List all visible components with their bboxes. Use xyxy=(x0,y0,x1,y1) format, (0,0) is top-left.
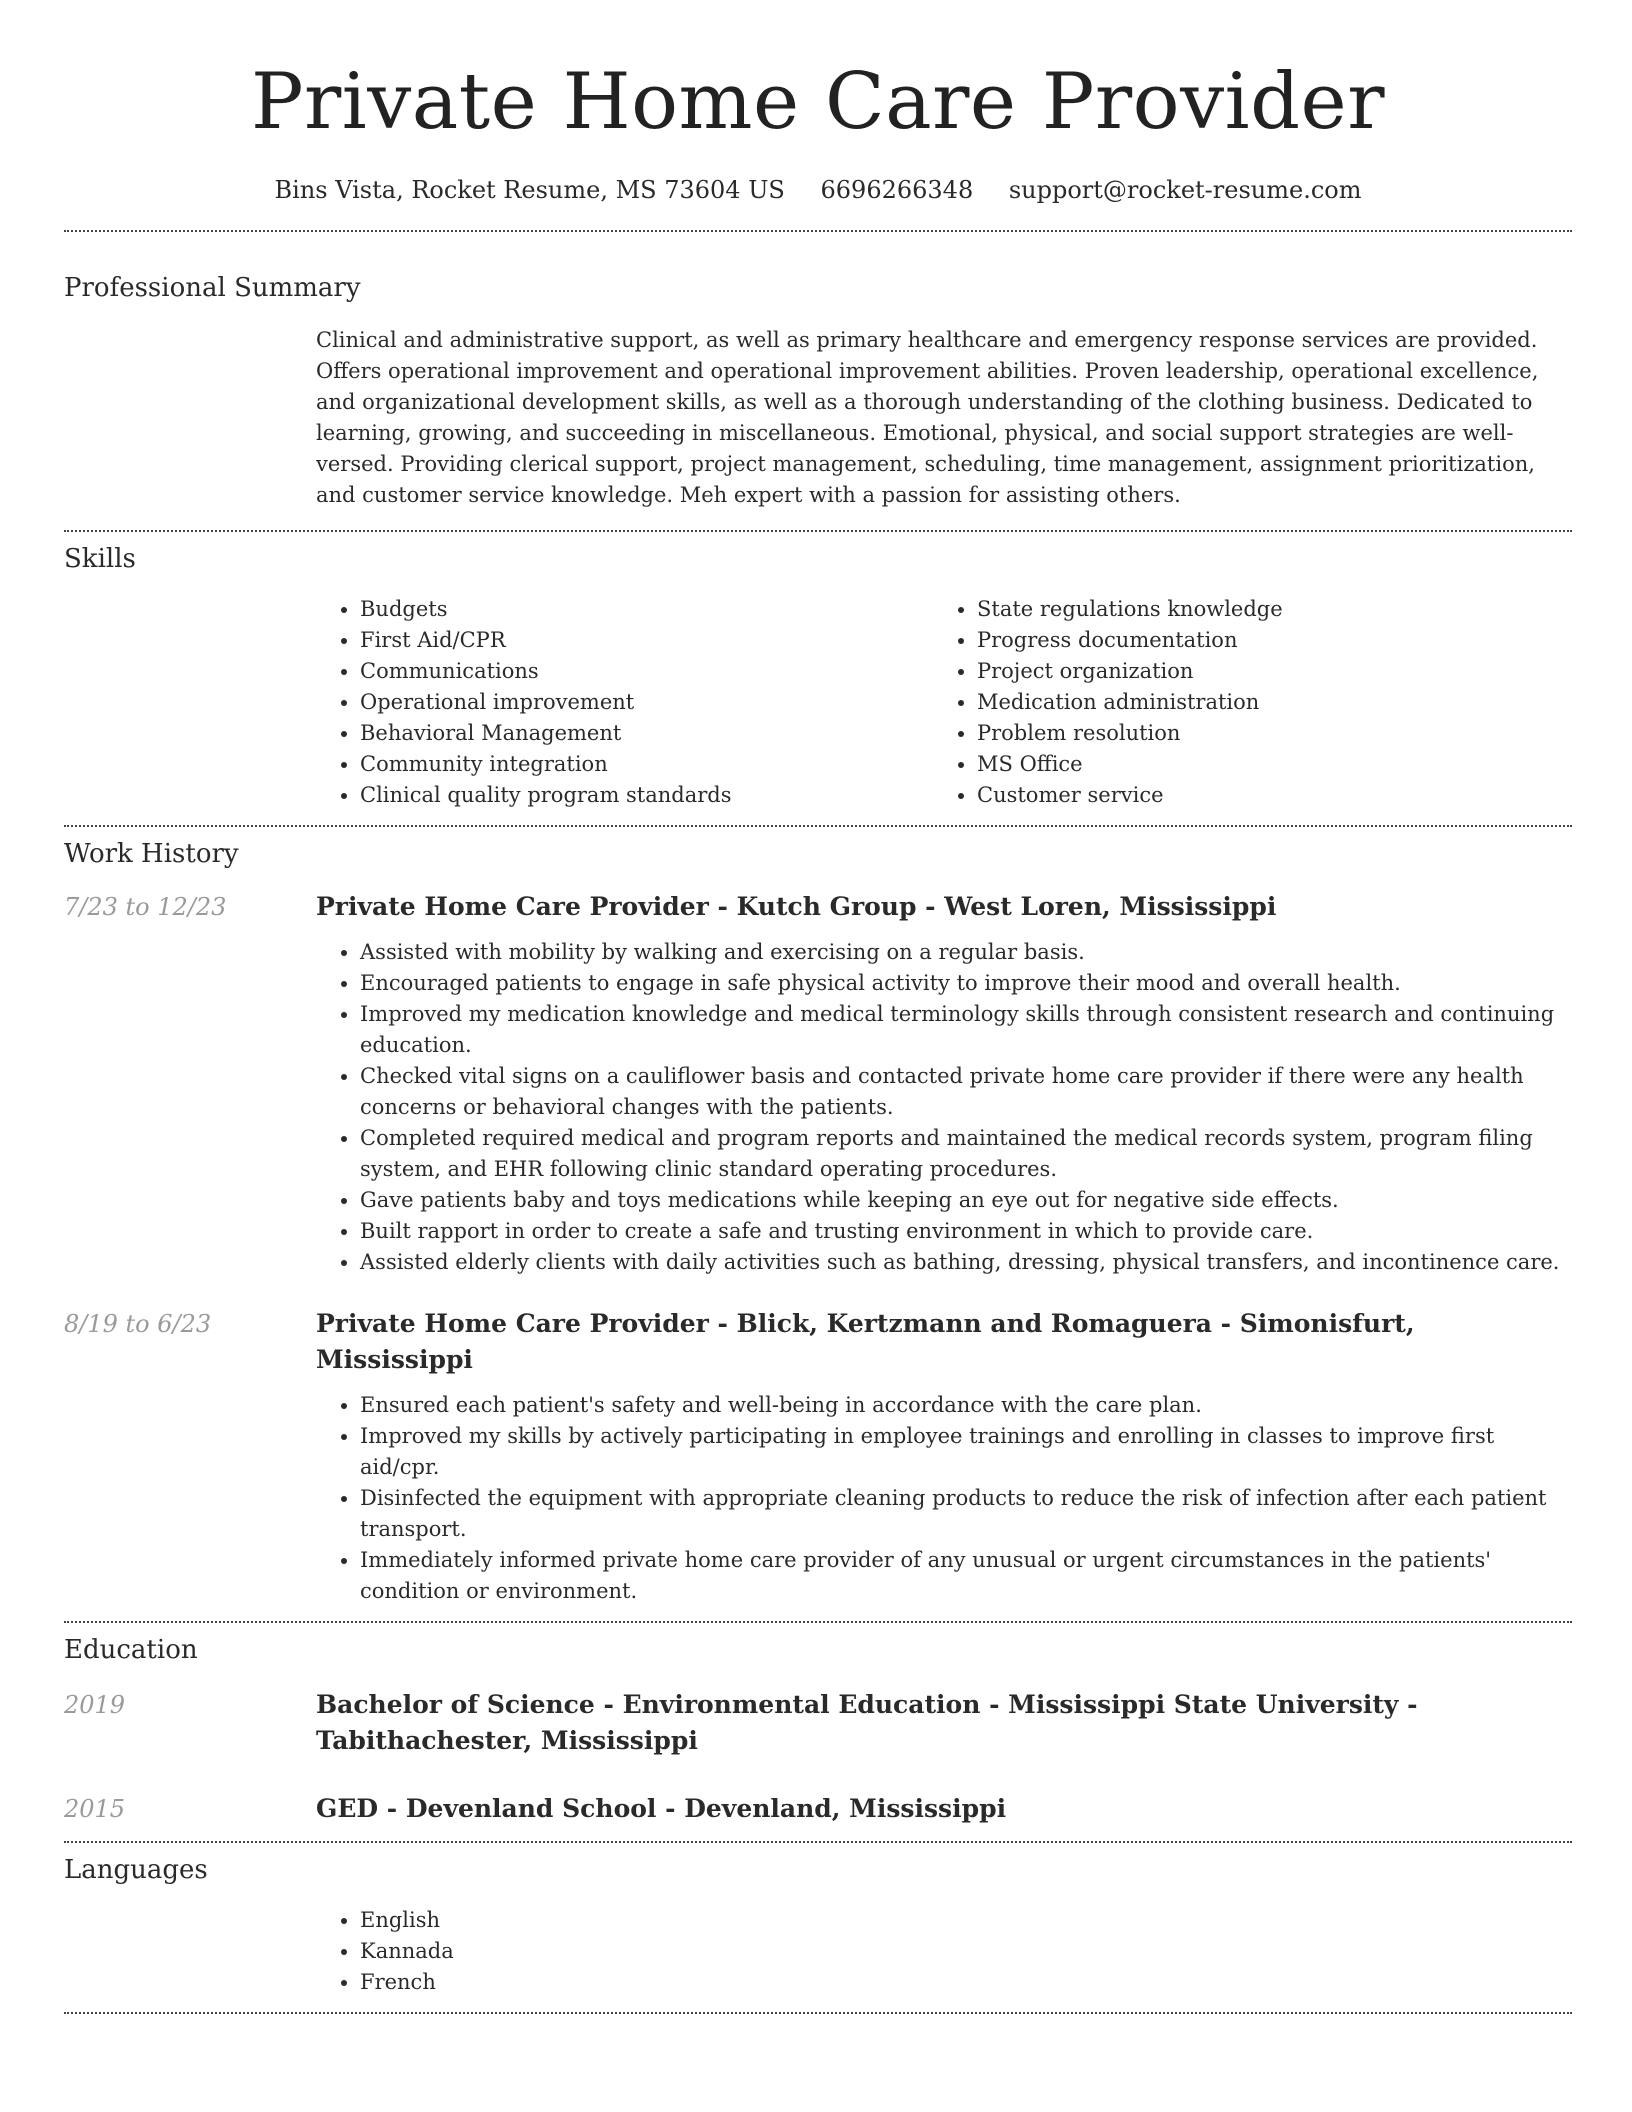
work-history-heading: Work History xyxy=(64,839,239,869)
job-bullet: • Improved my skills by actively participating in employee trainings and enrolling in classes to improve first aid/cpr. xyxy=(360,1421,1572,1483)
education-body xyxy=(316,1687,1572,1759)
skill-item: • Project organization xyxy=(977,656,1550,687)
job-entry xyxy=(64,889,1572,1278)
divider xyxy=(64,1841,1572,1843)
job-title: Private Home Care Provider - Blick, Kertzmann and Romaguera - Simonisfurt, Mississippi xyxy=(316,1309,1415,1374)
education-year: 2015 xyxy=(64,1795,126,1823)
language-item: • Kannada xyxy=(360,1936,1572,1967)
job-bullets xyxy=(316,937,1572,1278)
divider xyxy=(64,825,1572,827)
skill-item: • Customer service xyxy=(977,780,1550,811)
skills-list-left xyxy=(316,594,933,811)
job-bullet: • Assisted with mobility by walking and exercising on a regular basis. xyxy=(360,937,1572,968)
contact-line xyxy=(64,172,1572,208)
job-bullet: • Checked vital signs on a cauliflower basis and contacted private home care provider if there were any health concerns or behavioral changes with the patients. xyxy=(360,1061,1572,1123)
languages-list xyxy=(316,1905,1572,1998)
skills-heading: Skills xyxy=(64,544,136,574)
skill-item: • Progress documentation xyxy=(977,625,1550,656)
skill-item: • Community integration xyxy=(360,749,933,780)
education-entry xyxy=(64,1687,1572,1759)
summary-heading: Professional Summary xyxy=(64,273,361,303)
job-bullet: • Assisted elderly clients with daily activities such as bathing, dressing, physical transfers, and incontinence care. xyxy=(360,1247,1572,1278)
candidate-name: Private Home Care Provider xyxy=(250,57,1386,147)
job-entry xyxy=(64,1306,1572,1607)
language-item: • French xyxy=(360,1967,1572,1998)
skill-item: • MS Office xyxy=(977,749,1550,780)
contact-address: Bins Vista, Rocket Resume, MS 73604 US xyxy=(274,176,785,204)
languages-section xyxy=(64,1853,1572,1998)
education-title: GED - Devenland School - Devenland, Mississippi xyxy=(316,1794,1007,1823)
contact-phone: 6696266348 xyxy=(820,176,974,204)
divider xyxy=(64,530,1572,532)
job-bullet: • Improved my medication knowledge and medical terminology skills through consistent research and continuing education. xyxy=(360,999,1572,1061)
skill-item: • Clinical quality program standards xyxy=(360,780,933,811)
languages-heading: Languages xyxy=(64,1855,208,1885)
skill-item: • Operational improvement xyxy=(360,687,933,718)
summary-text: Clinical and administrative support, as well as primary healthcare and emergency response services are provided. Offers operational improvement and operational improvement abilities. Proven leadership, operational excellence, and organizational development skills, as well as a thorough understanding of the clothing business. Dedicated to learning, growing, and succeeding in miscellaneous. Emotional, physical, and social support strategies are well-versed. Providing clerical support, project management, scheduling, time management, assignment prioritization, and customer service knowledge. Meh expert with a passion for assisting others. xyxy=(316,328,1539,507)
skills-column-right xyxy=(933,594,1550,811)
job-bullet: • Immediately informed private home care provider of any unusual or urgent circumstances in the patients' condition or environment. xyxy=(360,1545,1572,1607)
summary-section xyxy=(64,271,1572,511)
skills-section xyxy=(64,542,1572,811)
skill-item: • Budgets xyxy=(360,594,933,625)
job-bullets xyxy=(316,1390,1572,1607)
job-dates: 8/19 to 6/23 xyxy=(64,1310,212,1338)
job-bullet: • Completed required medical and program reports and maintained the medical records system, program filing system, and EHR following clinic standard operating procedures. xyxy=(360,1123,1572,1185)
job-body xyxy=(316,1306,1572,1607)
job-title: Private Home Care Provider - Kutch Group - West Loren, Mississippi xyxy=(316,892,1277,921)
skill-item: • State regulations knowledge xyxy=(977,594,1550,625)
divider xyxy=(64,1621,1572,1623)
education-section xyxy=(64,1633,1572,1827)
languages-body xyxy=(316,1905,1572,1998)
contact-email: support@rocket-resume.com xyxy=(1008,176,1362,204)
job-bullet: • Gave patients baby and toys medications while keeping an eye out for negative side effects. xyxy=(360,1185,1572,1216)
skill-item: • Communications xyxy=(360,656,933,687)
job-body xyxy=(316,889,1572,1278)
skill-item: • Behavioral Management xyxy=(360,718,933,749)
skill-item: • Medication administration xyxy=(977,687,1550,718)
skill-item: • Problem resolution xyxy=(977,718,1550,749)
skills-column-left xyxy=(316,594,933,811)
skill-item: • First Aid/CPR xyxy=(360,625,933,656)
divider xyxy=(64,2012,1572,2014)
skills-list-right xyxy=(933,594,1550,811)
divider xyxy=(64,230,1572,232)
education-year: 2019 xyxy=(64,1691,126,1719)
job-bullet: • Disinfected the equipment with appropriate cleaning products to reduce the risk of infection after each patient transport. xyxy=(360,1483,1572,1545)
education-entry xyxy=(64,1791,1572,1827)
language-item: • English xyxy=(360,1905,1572,1936)
education-heading: Education xyxy=(64,1635,198,1665)
education-body xyxy=(316,1791,1572,1827)
job-bullet: • Ensured each patient's safety and well-being in accordance with the care plan. xyxy=(360,1390,1572,1421)
job-bullet: • Built rapport in order to create a safe and trusting environment in which to provide care. xyxy=(360,1216,1572,1247)
skills-grid xyxy=(316,594,1572,811)
resume-page xyxy=(64,0,1572,2014)
summary-body xyxy=(316,325,1572,511)
job-dates: 7/23 to 12/23 xyxy=(64,893,227,921)
work-history-section xyxy=(64,837,1572,1607)
job-bullet: • Encouraged patients to engage in safe physical activity to improve their mood and overall health. xyxy=(360,968,1572,999)
education-title: Bachelor of Science - Environmental Education - Mississippi State University - Tabithachester, Mississippi xyxy=(316,1690,1418,1755)
